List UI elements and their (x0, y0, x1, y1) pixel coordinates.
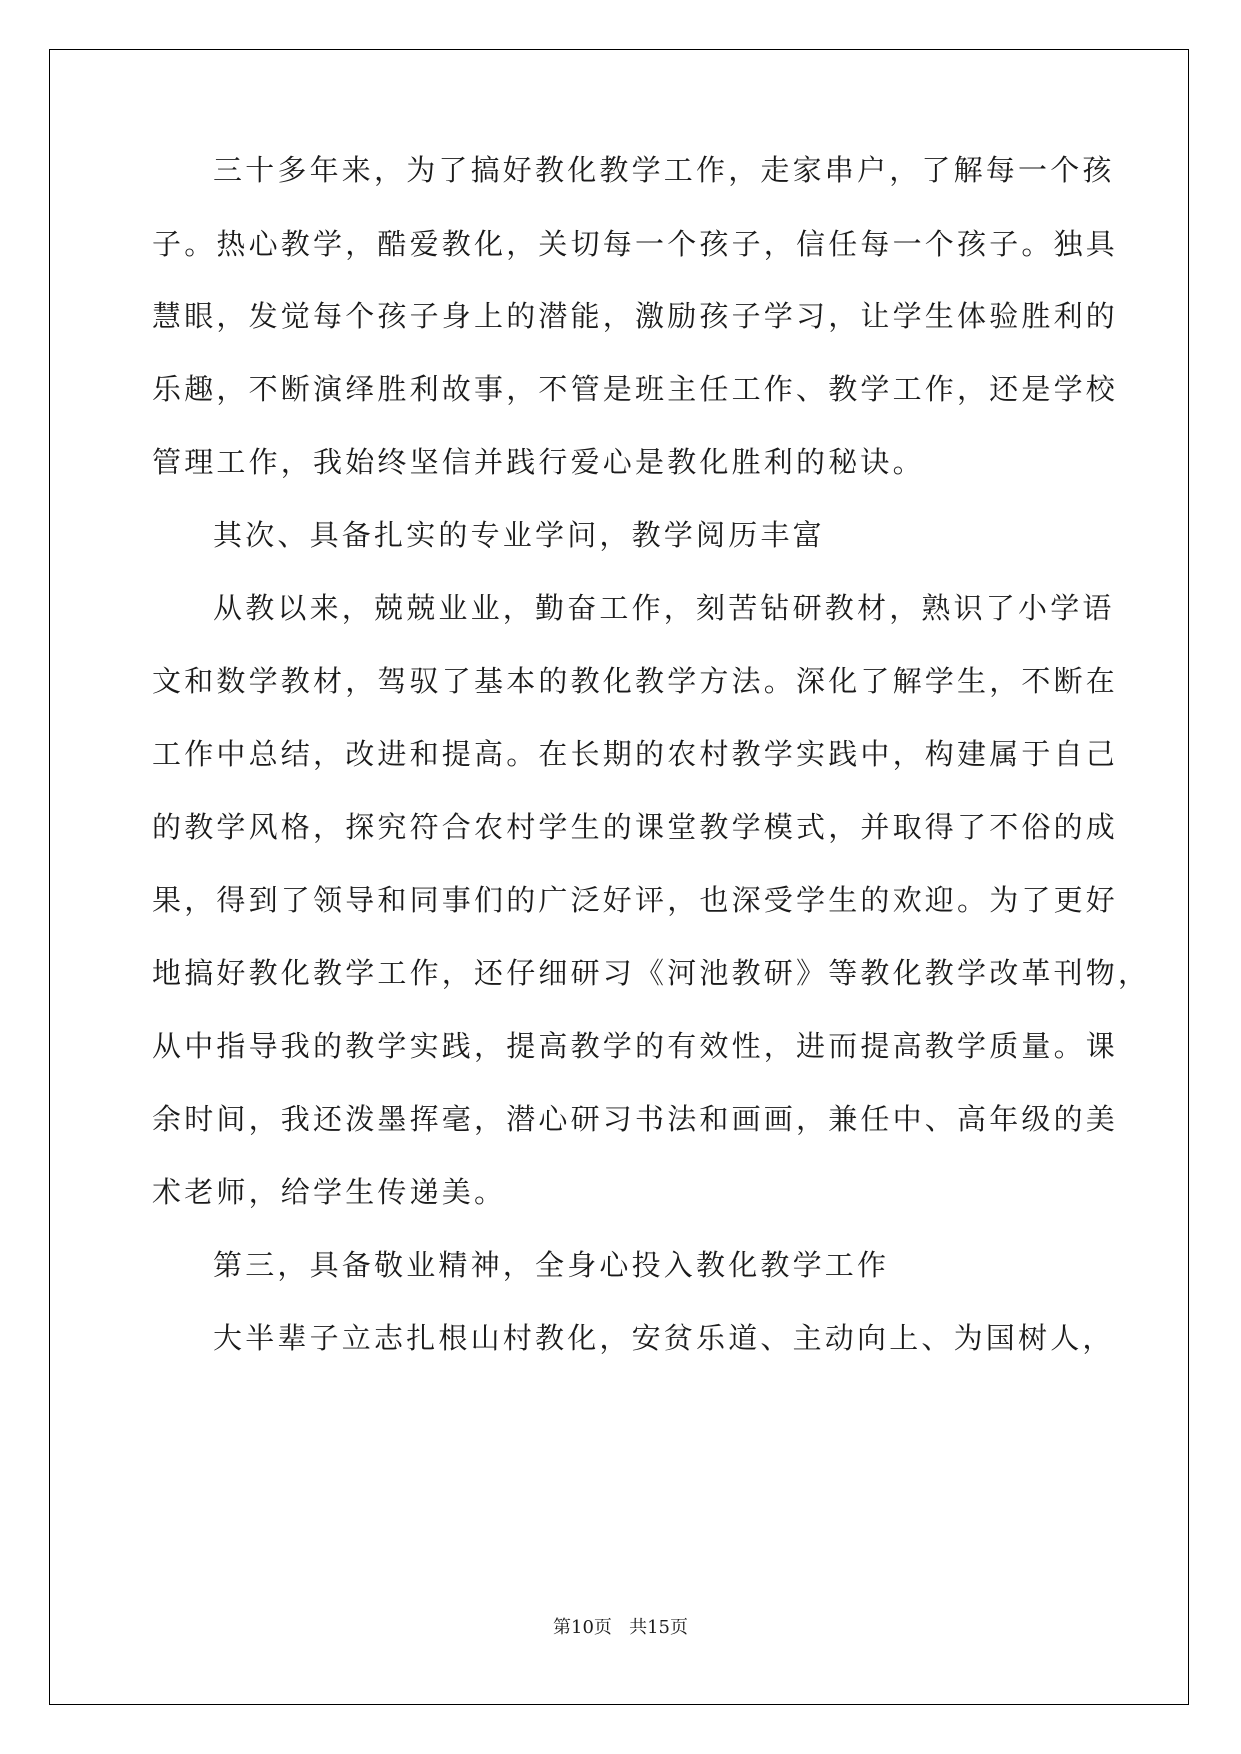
section-heading: 其次、具备扎实的专业学问，教学阅历丰富 (213, 518, 825, 552)
text-line: 大半辈子立志扎根山村教化，安贫乐道、主动向上、为国树人， (213, 1321, 1115, 1355)
page-number-current: 第10页 (553, 1617, 612, 1638)
footer-separator (612, 1617, 629, 1638)
text-line: 文和数学教材，驾驭了基本的教化教学方法。深化了解学生，不断在 (152, 664, 1119, 698)
page-number-total: 共15页 (629, 1617, 688, 1638)
text-line: 工作中总结，改进和提高。在长期的农村教学实践中，构建属于自己 (152, 737, 1119, 771)
text-line: 从中指导我的教学实践，提高教学的有效性，进而提高教学质量。课 (152, 1029, 1119, 1063)
text-line: 果，得到了领导和同事们的广泛好评，也深受学生的欢迎。为了更好 (152, 883, 1119, 917)
text-line: 乐趣，不断演绎胜利故事，不管是班主任工作、教学工作，还是学校 (152, 372, 1119, 406)
text-line: 管理工作，我始终坚信并践行爱心是教化胜利的秘诀。 (152, 445, 925, 479)
text-line: 三十多年来，为了搞好教化教学工作，走家串户，了解每一个孩 (213, 153, 1115, 187)
page-footer (0, 1616, 1241, 1640)
text-line: 慧眼，发觉每个孩子身上的潜能，激励孩子学习，让学生体验胜利的 (152, 299, 1119, 333)
section-heading: 第三，具备敬业精神，全身心投入教化教学工作 (213, 1248, 890, 1282)
text-line: 地搞好教化教学工作，还仔细研习《河池教研》等教化教学改革刊物， (152, 956, 1151, 990)
text-line: 余时间，我还泼墨挥毫，潜心研习书法和画画，兼任中、高年级的美 (152, 1102, 1119, 1136)
text-line: 的教学风格，探究符合农村学生的课堂教学模式，并取得了不俗的成 (152, 810, 1119, 844)
text-line: 术老师，给学生传递美。 (152, 1175, 507, 1209)
text-line: 子。热心教学，酷爱教化，关切每一个孩子，信任每一个孩子。独具 (152, 227, 1119, 261)
text-line: 从教以来，兢兢业业，勤奋工作，刻苦钻研教材，熟识了小学语 (213, 591, 1115, 625)
